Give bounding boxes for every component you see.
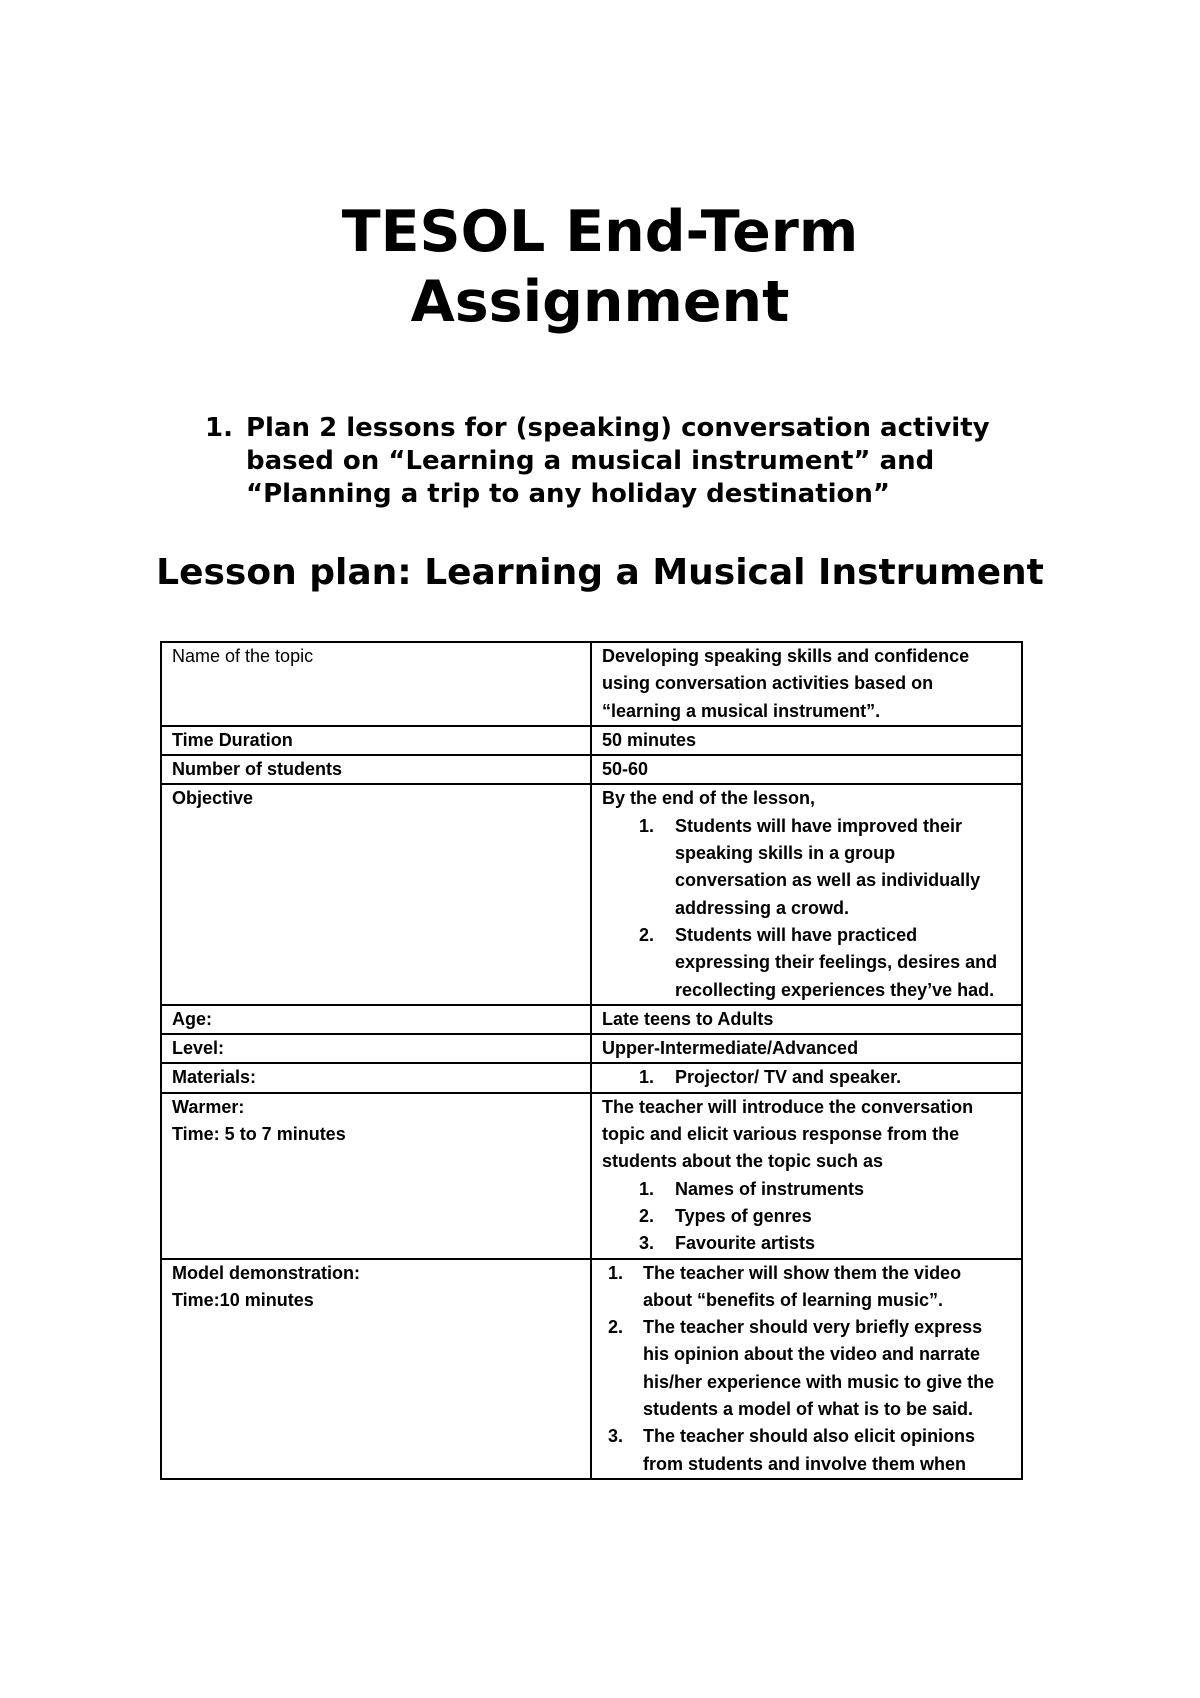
list-marker: 3. [608,1426,624,1447]
objective-label: Objective [172,788,254,809]
age-value: Late teens to Adults [602,1008,774,1029]
materials-label-cell [161,1063,591,1092]
demo-time: Time:10 minutes [172,1289,314,1310]
objective-value-cell [591,784,1022,1004]
list-item-text: Students will have practiced expressing their feelings, desires and recollecting experiences they’ve had. [675,924,998,1000]
level-value-cell [591,1034,1022,1063]
list-item [602,1064,1011,1091]
demo-label-cell [161,1259,591,1479]
table-row-demo [161,1259,1022,1479]
objective-intro: By the end of the lesson, [602,788,816,809]
topic-label-cell [161,642,591,726]
task-text: Plan 2 lessons for (speaking) conversation activity based on “Learning a musical instrument” and “Planning a trip to any holiday destination” [246,413,990,509]
warmer-label: Warmer: [172,1096,245,1117]
warmer-label-cell [161,1093,591,1259]
age-label: Age: [172,1008,212,1029]
students-value: 50-60 [602,759,649,780]
list-marker: 1. [608,1262,624,1283]
materials-list [602,1064,1011,1091]
table-row-duration [161,726,1022,755]
demo-label: Model demonstration: [172,1262,360,1283]
age-value-cell [591,1005,1022,1034]
list-marker: 1. [639,815,655,836]
list-item [602,1176,1011,1203]
list-item [602,1203,1011,1230]
lesson-plan-table [160,641,1023,1480]
list-marker: 3. [639,1233,655,1254]
table-row-level [161,1034,1022,1063]
duration-label: Time Duration [172,729,293,750]
topic-value: Developing speaking skills and confidence using conversation activities based on “learning a musical instrument”. [602,646,970,721]
list-item-text: Projector/ TV and speaker. [675,1067,902,1088]
list-marker: 1. [639,1067,655,1088]
table-row-topic [161,642,1022,726]
demo-value-cell [591,1259,1022,1479]
list-item [602,1423,1011,1478]
level-label: Level: [172,1038,225,1059]
level-label-cell [161,1034,591,1063]
list-item-text: Favourite artists [675,1233,816,1254]
students-value-cell [591,755,1022,784]
document-title-line-2: Assignment [410,269,790,335]
objective-list [602,813,1011,1004]
document-title-line-1: TESOL End-Term [341,199,859,265]
topic-label: Name of the topic [172,646,314,666]
list-marker: 2. [608,1317,624,1338]
list-item-text: The teacher should very briefly express his opinion about the video and narrate his/her experience with music to give the students a model of what is to be said. [643,1317,995,1420]
warmer-intro: The teacher will introduce the conversation topic and elicit various response from the students about the topic such as [602,1096,974,1172]
students-label: Number of students [172,759,343,780]
duration-label-cell [161,726,591,755]
task-item [205,412,1025,511]
list-item [602,1314,1011,1423]
topic-value-cell [591,642,1022,726]
list-item-text: Names of instruments [675,1178,865,1199]
warmer-list [602,1176,1011,1258]
list-item [602,922,1011,1004]
materials-value-cell [591,1063,1022,1092]
list-item-text: Types of genres [675,1205,812,1226]
duration-value: 50 minutes [602,729,697,750]
task-number: 1. [205,413,233,443]
list-marker: 2. [639,1205,655,1226]
warmer-value-cell [591,1093,1022,1259]
table-row-objective [161,784,1022,1004]
list-marker: 1. [639,1178,655,1199]
demo-list [602,1260,1011,1478]
level-value: Upper-Intermediate/Advanced [602,1038,859,1059]
warmer-time: Time: 5 to 7 minutes [172,1124,346,1145]
duration-value-cell [591,726,1022,755]
list-item [602,813,1011,922]
lesson-heading: Lesson plan: Learning a Musical Instrument [156,552,1044,593]
list-item [602,1260,1011,1315]
table-row-age [161,1005,1022,1034]
list-marker: 2. [639,924,655,945]
table-row-warmer [161,1093,1022,1259]
document-title [0,197,1200,337]
table-row-materials [161,1063,1022,1092]
table-row-students [161,755,1022,784]
age-label-cell [161,1005,591,1034]
list-item-text: The teacher should also elicit opinions from students and involve them when [643,1426,976,1474]
objective-label-cell [161,784,591,1004]
students-label-cell [161,755,591,784]
materials-label: Materials: [172,1067,257,1088]
list-item-text: Students will have improved their speaking skills in a group conversation as well as individually addressing a crowd. [675,815,981,918]
list-item [602,1230,1011,1257]
list-item-text: The teacher will show them the video about “benefits of learning music”. [643,1262,962,1310]
